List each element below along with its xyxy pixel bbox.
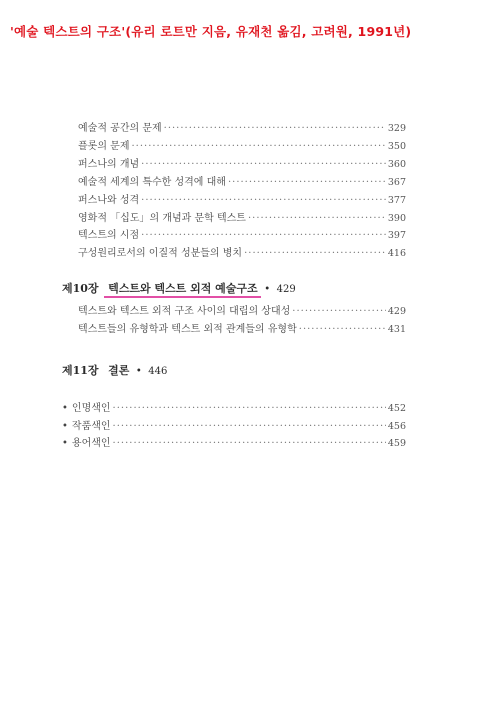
chapter-separator: •	[264, 284, 271, 295]
toc-entry	[78, 212, 406, 226]
index-entry-title	[62, 402, 111, 416]
bullet: •	[62, 438, 68, 449]
toc-entry-title: 구성원리로서의 이질적 성분들의 병치	[78, 248, 243, 259]
leader-dots	[228, 176, 386, 190]
index-label: 인명색인	[71, 403, 111, 414]
toc-entry-page: 429	[387, 306, 406, 317]
toc-entry	[78, 140, 406, 154]
document-header: '예술 텍스트의 구조'(유리 로트만 지음, 유재천 옮김, 고려원, 1991년)	[10, 24, 412, 39]
toc-entry-page: 329	[387, 123, 406, 134]
toc-entry-page: 350	[387, 141, 406, 152]
highlight-underline	[104, 296, 261, 298]
index-entry	[62, 437, 406, 451]
leader-dots	[141, 194, 386, 208]
toc-entry-page: 397	[387, 230, 406, 241]
chapter-number: 제10장	[62, 282, 99, 295]
leader-dots	[141, 229, 386, 243]
toc-entry	[78, 247, 406, 261]
leader-dots	[292, 305, 386, 319]
toc-entry	[78, 229, 406, 243]
toc-entry-title: 퍼스나와 성격	[78, 195, 140, 206]
toc-entry-page: 431	[387, 324, 406, 335]
toc-entry	[78, 323, 406, 337]
leader-dots	[248, 212, 386, 226]
toc-entry-page: 377	[387, 195, 406, 206]
index-entry-page: 459	[387, 438, 406, 449]
leader-dots	[244, 247, 386, 261]
toc-entry-title: 텍스트의 시점	[78, 230, 140, 241]
toc-entry	[78, 176, 406, 190]
toc-entry-title: 영화적 「십도」의 개념과 문학 텍스트	[78, 213, 246, 224]
leader-dots	[113, 420, 386, 434]
chapter-title: 결론	[108, 364, 130, 377]
chapter-number: 제11장	[62, 364, 99, 377]
index-entry	[62, 420, 406, 434]
index-entry-page: 452	[387, 403, 406, 414]
index-label: 용어색인	[71, 438, 111, 449]
toc-entry-page: 367	[387, 177, 406, 188]
leader-dots	[131, 140, 385, 154]
toc-entry-page: 416	[387, 248, 406, 259]
leader-dots	[141, 158, 386, 172]
toc-entry-page: 360	[387, 159, 406, 170]
chapter-separator: •	[135, 366, 142, 377]
toc-entry	[78, 122, 406, 136]
leader-dots	[113, 402, 386, 416]
toc-entry	[78, 158, 406, 172]
bullet: •	[62, 421, 68, 432]
toc-entry-title: 퍼스나의 개념	[78, 159, 140, 170]
bullet: •	[62, 403, 68, 414]
index-label: 작품색인	[71, 421, 111, 432]
toc-entry-title: 예술적 세계의 특수한 성격에 대해	[78, 177, 226, 188]
toc-entry	[78, 305, 406, 319]
toc-entry-title: 플롯의 문제	[78, 141, 130, 152]
toc-entry-title: 텍스트와 텍스트 외적 구조 사이의 대립의 상대성	[78, 306, 291, 317]
chapter-11-heading	[62, 363, 167, 379]
index-entry-title	[62, 420, 111, 434]
toc-entry-title: 예술적 공간의 문제	[78, 123, 162, 134]
leader-dots	[164, 122, 386, 136]
toc-entry-page: 390	[387, 213, 406, 224]
leader-dots	[299, 323, 386, 337]
index-entry-title	[62, 437, 111, 451]
index-entry-page: 456	[387, 421, 406, 432]
index-entry	[62, 402, 406, 416]
toc-entry	[78, 194, 406, 208]
chapter-title: 텍스트와 텍스트 외적 예술구조	[108, 282, 258, 295]
leader-dots	[113, 437, 386, 451]
chapter-page: 446	[148, 366, 168, 377]
toc-entry-title: 텍스트들의 유형학과 텍스트 외적 관계들의 유형학	[78, 324, 297, 335]
chapter-page: 429	[276, 284, 296, 295]
chapter-10-heading	[62, 281, 296, 297]
